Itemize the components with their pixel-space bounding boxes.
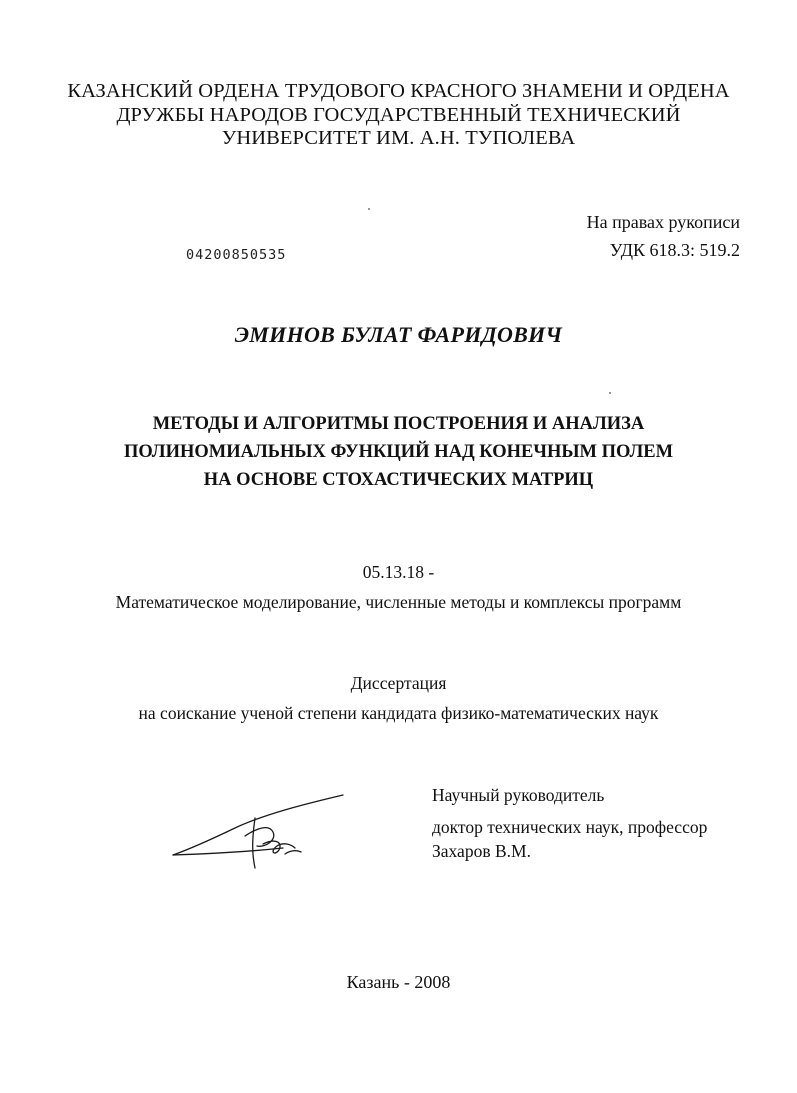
signature-stroke [285, 851, 301, 854]
specialty-code: 05.13.18 - [362, 562, 435, 582]
supervisor-label: Научный руководитель [432, 785, 605, 805]
title-line-1: МЕТОДЫ И АЛГОРИТМЫ ПОСТРОЕНИЯ И АНАЛИЗА [152, 414, 645, 434]
specialty-block [0, 557, 797, 617]
manuscript-rights-block [560, 208, 740, 264]
supervisor-block [432, 783, 707, 863]
title-line-2: ПОЛИНОМИАЛЬНЫХ ФУНКЦИЙ НАД КОНЕЧНЫМ ПОЛЕМ [123, 442, 674, 462]
udk-code: УДК 618.3: 519.2 [609, 240, 740, 260]
author-name: ЭМИНОВ БУЛАТ ФАРИДОВИЧ [234, 322, 563, 347]
signature-stroke [245, 828, 274, 847]
city-year: Казань - 2008 [346, 972, 451, 992]
degree-type: Диссертация [350, 673, 447, 693]
institution-line-3: УНИВЕРСИТЕТ ИМ. А.Н. ТУПОЛЕВА [221, 127, 576, 149]
handwritten-signature [165, 788, 355, 878]
scan-speck [368, 208, 370, 210]
institution-line-1: КАЗАНСКИЙ ОРДЕНА ТРУДОВОГО КРАСНОГО ЗНАМЕНИ И ОРДЕНА [67, 80, 730, 102]
institution-line-2: ДРУЖБЫ НАРОДОВ ГОСУДАРСТВЕННЫЙ ТЕХНИЧЕСКИЙ [116, 103, 681, 126]
scan-speck [609, 392, 611, 394]
institution-name [0, 80, 797, 151]
dissertation-title [0, 410, 797, 494]
signature-stroke [253, 818, 255, 868]
inventory-number: 04200850535 [186, 247, 287, 263]
manuscript-rights-label: На правах рукописи [586, 212, 740, 232]
specialty-name: Математическое моделирование, численные методы и комплексы программ [115, 592, 682, 612]
supervisor-credentials: доктор технических наук, профессор [432, 817, 708, 837]
supervisor-name: Захаров В.М. [432, 841, 531, 861]
degree-block [0, 668, 797, 728]
title-line-3: НА ОСНОВЕ СТОХАСТИЧЕСКИХ МАТРИЦ [203, 470, 594, 490]
degree-purpose: на соискание ученой степени кандидата физико-математических наук [138, 703, 659, 723]
